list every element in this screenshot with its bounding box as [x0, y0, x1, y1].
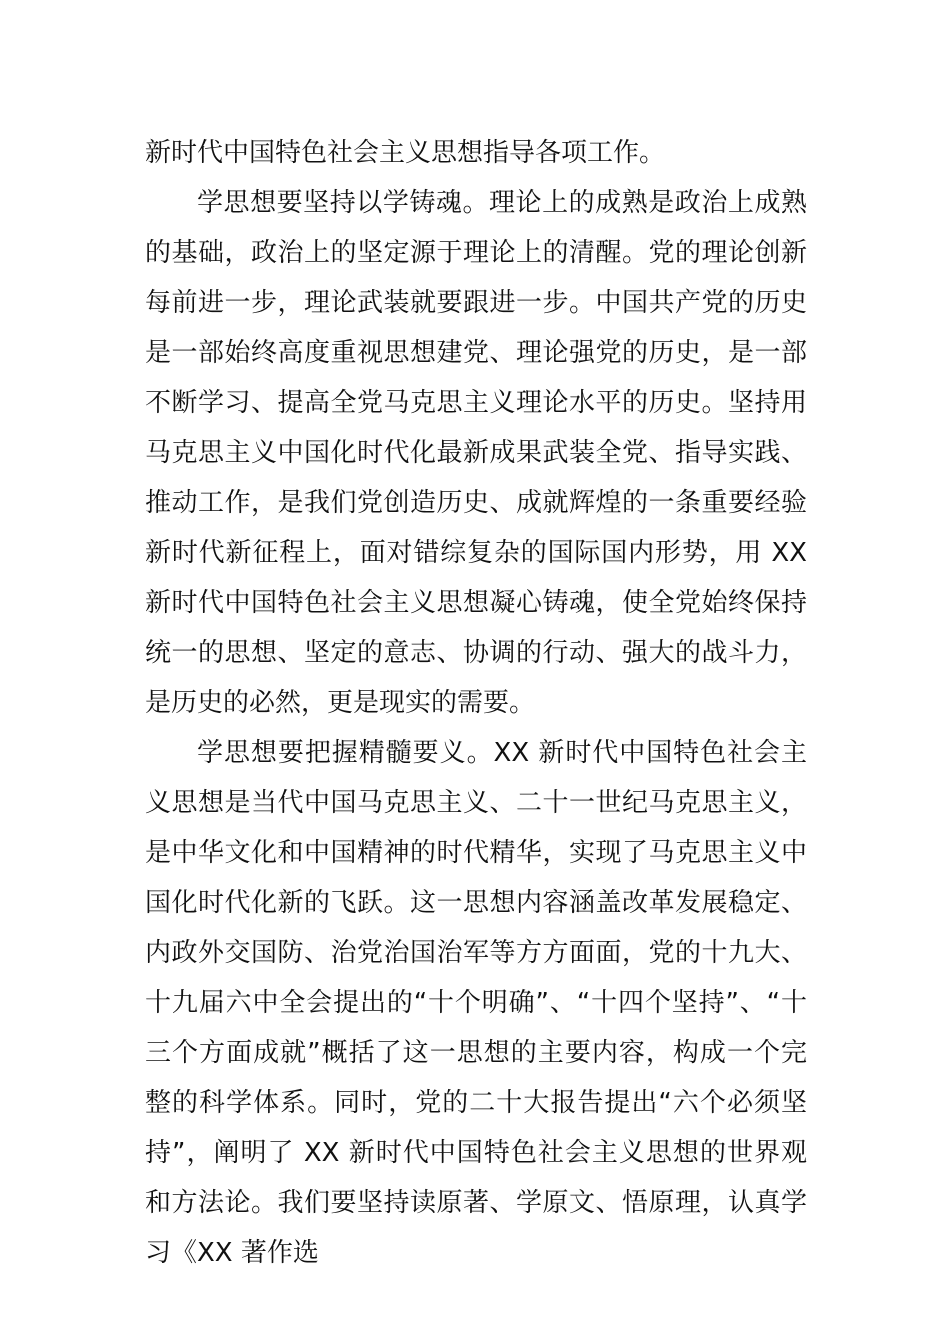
- paragraph-continuation: 新时代中国特色社会主义思想指导各项工作。: [145, 138, 666, 168]
- paragraph-grasp-essence: 学思想要把握精髓要义。XX 新时代中国特色社会主义思想是当代中国马克思主义、二十一世纪马克思主义，是中华文化和中国精神的时代精华，实现了马克思主义中国化时代化新的飞跃。这一思想内容涵盖改革发展稳定、内政外交国防、治党治国治军等方方面面，党的十九大、十九届六中全会提出的“十个明确”、“十四个坚持”、“十三个方面成就”概括了这一思想的主要内容，构成一个完整的科学体系。同时，党的二十大报告提出“六个必须坚持”，阐明了 XX 新时代中国特色社会主义思想的世界观和方法论。我们要坚持读原著、学原文、悟原理，认真学习《XX 著作选: [145, 738, 807, 1268]
- document-body: [145, 128, 807, 1278]
- paragraph-learn-to-cast-soul: 学思想要坚持以学铸魂。理论上的成熟是政治上成熟的基础，政治上的坚定源于理论上的清醒。党的理论创新每前进一步，理论武装就要跟进一步。中国共产党的历史是一部始终高度重视思想建党、理论强党的历史，是一部不断学习、提高全党马克思主义理论水平的历史。坚持用马克思主义中国化时代化最新成果武装全党、指导实践、推动工作，是我们党创造历史、成就辉煌的一条重要经验新时代新征程上，面对错综复杂的国际国内形势，用 XX 新时代中国特色社会主义思想凝心铸魂，使全党始终保持统一的思想、坚定的意志、协调的行动、强大的战斗力，是历史的必然，更是现实的需要。: [145, 188, 807, 718]
